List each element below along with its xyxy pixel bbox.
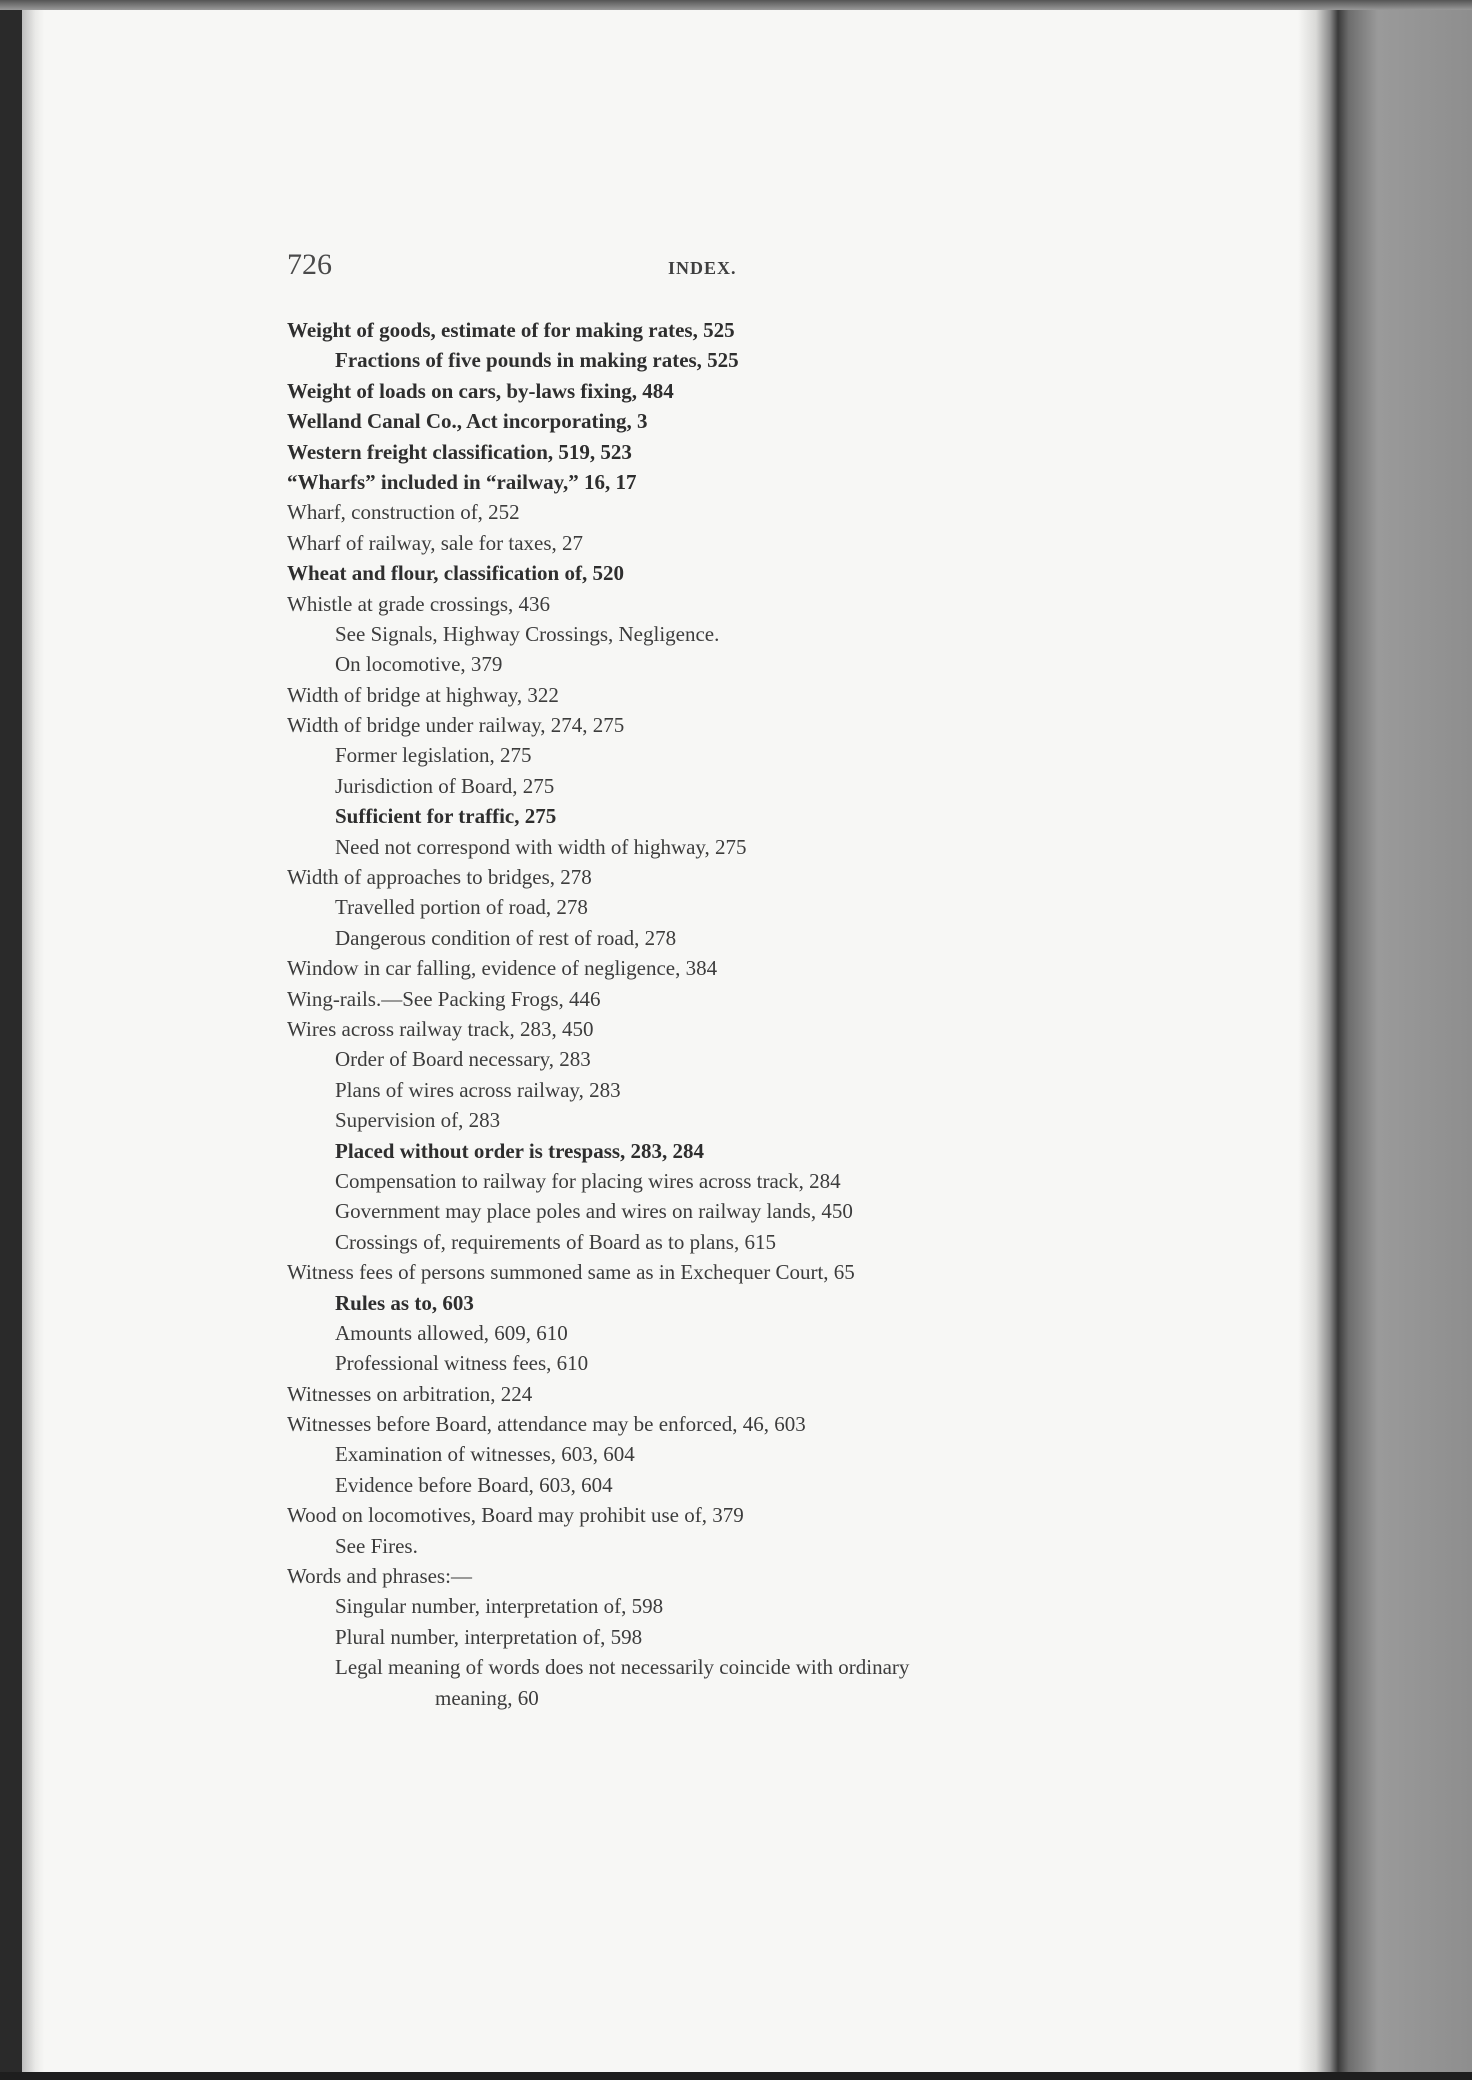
index-subentry: Professional witness fees, 610 — [335, 1351, 589, 1376]
index-subentry: Sufficient for traffic, 275 — [335, 804, 557, 829]
index-entry: Width of bridge at highway, 322 — [287, 682, 559, 707]
index-entry: Witnesses on arbitration, 224 — [287, 1381, 533, 1406]
index-entry: Wheat and flour, classification of, 520 — [287, 561, 624, 586]
index-subentry: Jurisdiction of Board, 275 — [335, 773, 555, 798]
index-entry: Words and phrases:— — [287, 1564, 472, 1589]
facing-page-edge — [1338, 10, 1472, 2072]
index-subentry: Travelled portion of road, 278 — [335, 895, 588, 920]
index-entry: Weight of loads on cars, by-laws fixing, 484 — [287, 378, 674, 403]
index-subentry: Amounts allowed, 609, 610 — [335, 1320, 568, 1345]
book-gutter — [1298, 10, 1338, 2072]
index-subentry: Compensation to railway for placing wires across track, 284 — [335, 1168, 841, 1193]
index-subentry: Order of Board necessary, 283 — [335, 1047, 591, 1072]
index-entry: Wharf of railway, sale for taxes, 27 — [287, 530, 584, 555]
index-subentry: Placed without order is trespass, 283, 284 — [335, 1138, 705, 1163]
index-entry: Witness fees of persons summoned same as in Exchequer Court, 65 — [287, 1260, 855, 1285]
index-entry: Width of bridge under railway, 274, 275 — [287, 713, 625, 738]
index-subentry: Former legislation, 275 — [335, 743, 532, 768]
index-subentry: See Fires. — [335, 1533, 418, 1558]
index-subentry: Supervision of, 283 — [335, 1108, 501, 1133]
index-subentry: Plans of wires across railway, 283 — [335, 1077, 621, 1102]
index-subentry: Legal meaning of words does not necessarily coincide with ordinary — [335, 1655, 910, 1680]
page-number: 726 — [287, 248, 332, 281]
index-subentry: Rules as to, 603 — [335, 1290, 474, 1315]
index-subentry: Dangerous condition of rest of road, 278 — [335, 925, 677, 950]
index-entry: Width of approaches to bridges, 278 — [287, 865, 592, 890]
page-header — [287, 248, 1267, 288]
index-entry: Witnesses before Board, attendance may be enforced, 46, 603 — [287, 1412, 806, 1437]
index-entry: Western freight classification, 519, 523 — [287, 439, 632, 464]
index-subentry: Evidence before Board, 603, 604 — [335, 1472, 613, 1497]
index-subentry: Government may place poles and wires on railway lands, 450 — [335, 1199, 853, 1224]
index-entry: Weight of goods, estimate of for making rates, 525 — [287, 318, 735, 342]
index-entries — [287, 315, 1287, 1713]
index-entry: Wharf, construction of, 252 — [287, 500, 520, 525]
index-entry: Wood on locomotives, Board may prohibit use of, 379 — [287, 1503, 744, 1528]
index-subentry: Examination of witnesses, 603, 604 — [335, 1442, 635, 1467]
index-entry: “Wharfs” included in “railway,” 16, 17 — [287, 469, 637, 494]
scan-top-edge — [0, 0, 1472, 10]
index-subentry: Plural number, interpretation of, 598 — [335, 1624, 643, 1649]
index-entry: Wires across railway track, 283, 450 — [287, 1016, 594, 1041]
index-subentry: Fractions of five pounds in making rates, 525 — [335, 348, 739, 373]
index-subentry: Need not correspond with width of highway, 275 — [335, 834, 747, 859]
index-subentry: Crossings of, requirements of Board as to plans, 615 — [335, 1229, 776, 1254]
index-subentry: Singular number, interpretation of, 598 — [335, 1594, 664, 1619]
running-title: INDEX. — [668, 258, 737, 278]
index-entry: Welland Canal Co., Act incorporating, 3 — [287, 409, 648, 434]
index-subentry: See Signals, Highway Crossings, Negligence. — [335, 621, 720, 646]
index-entry: Window in car falling, evidence of negligence, 384 — [287, 956, 718, 981]
scan-bottom-edge — [0, 2072, 1472, 2080]
index-subentry: meaning, 60 — [435, 1685, 539, 1710]
page-left-edge — [22, 10, 44, 2072]
index-subentry: On locomotive, 379 — [335, 652, 503, 677]
index-entry: Wing-rails.—See Packing Frogs, 446 — [287, 986, 601, 1011]
index-entry: Whistle at grade crossings, 436 — [287, 591, 551, 616]
